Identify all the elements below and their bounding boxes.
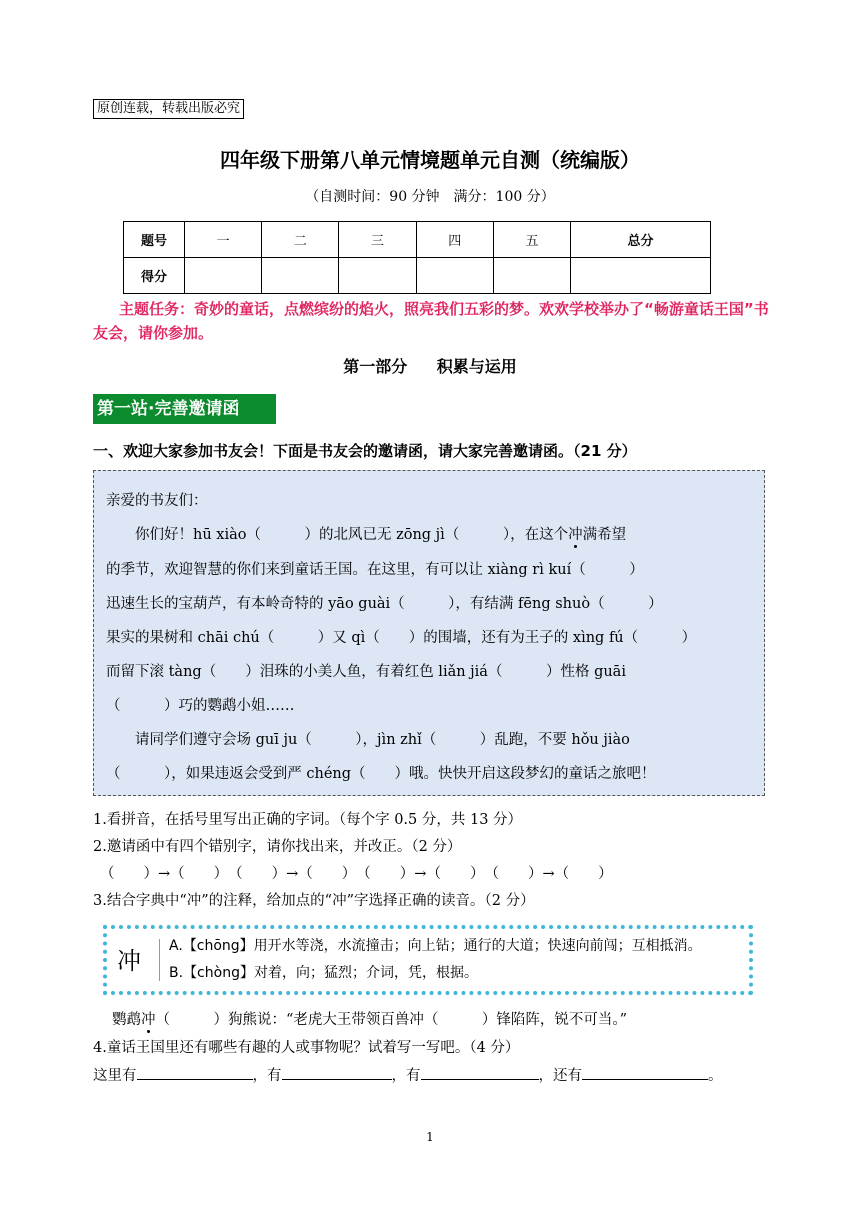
score-cell[interactable] bbox=[416, 258, 493, 294]
dotted-char: 冲 bbox=[141, 1012, 156, 1028]
station-banner: 第一站·完善邀请函 bbox=[93, 394, 276, 424]
score-cell[interactable] bbox=[262, 258, 339, 294]
answer-text: 。 bbox=[708, 1068, 723, 1084]
exam-time-info: （自测时间：90 分钟 满分：100 分） bbox=[305, 189, 555, 205]
letter-line: 而留下滚 tàng（ ）泪珠的小美人鱼，有着红色 liǎn jiá（ ）性格 guāi bbox=[106, 664, 626, 680]
page-title: 四年级下册第八单元情境题单元自测（统编版） bbox=[220, 148, 640, 172]
answer-blanks[interactable]: （ ）→（ ） （ ）→（ ） （ ）→（ ） （ ）→（ ） bbox=[100, 866, 613, 882]
header-cell: 四 bbox=[416, 222, 493, 258]
score-table-header-row bbox=[124, 222, 711, 258]
dictionary-meaning-b: B.【chòng】对着，向；猛烈；介词，凭，根据。 bbox=[169, 965, 478, 981]
header-cell: 三 bbox=[339, 222, 416, 258]
theme-task: 主题任务：奇妙的童话，点燃缤纷的焰火，照亮我们五彩的梦。欢欢学校举办了“畅游童话王国”书友会，请你参加。 bbox=[93, 300, 769, 342]
part-title: 第一部分 积累与运用 bbox=[343, 357, 517, 376]
score-cell[interactable] bbox=[339, 258, 416, 294]
divider bbox=[159, 939, 160, 981]
question-1-title: 一、欢迎大家参加书友会！下面是书友会的邀请函，请大家完善邀请函。（21 分） bbox=[93, 442, 637, 460]
header-cell: 二 bbox=[262, 222, 339, 258]
dictionary-meaning-a: A.【chōng】用开水等浇，水流撞击；向上钻；通行的大道；快速向前闯；互相抵消。 bbox=[169, 938, 702, 954]
question-1-3-sentence bbox=[112, 1008, 627, 1029]
header-cell: 题号 bbox=[124, 222, 185, 258]
sentence-text: 鹦鹉 bbox=[112, 1012, 141, 1028]
question-1-4: 4.童话王国里还有哪些有趣的人或事物呢？试着写一写吧。（4 分） bbox=[93, 1040, 520, 1056]
letter-line: （ ），如果违返会受到严 chéng（ ）哦。快快开启这段梦幻的童话之旅吧！ bbox=[106, 766, 656, 782]
letter-line bbox=[135, 523, 626, 544]
question-1-4-answer bbox=[93, 1064, 723, 1085]
score-cell[interactable] bbox=[185, 258, 262, 294]
dotted-char: 冲 bbox=[568, 527, 583, 543]
score-cell[interactable] bbox=[493, 258, 570, 294]
letter-line: 迅速生长的宝葫芦，有本岭奇特的 yāo guài（ ），有结满 fēng shuò（ ） bbox=[106, 596, 663, 612]
invitation-letter bbox=[93, 470, 765, 796]
letter-text: 你们好！hū xiào（ ）的北风已无 zōng jì（ ），在这个 bbox=[135, 527, 569, 543]
score-table bbox=[123, 221, 711, 294]
row-label: 得分 bbox=[124, 258, 185, 294]
answer-text: ，有 bbox=[391, 1068, 421, 1084]
letter-line: （ ）巧的鹦鹉小姐…… bbox=[106, 698, 295, 714]
score-table-score-row bbox=[124, 258, 711, 294]
header-cell: 五 bbox=[493, 222, 570, 258]
page-number: 1 bbox=[426, 1130, 434, 1144]
answer-underline[interactable] bbox=[137, 1065, 253, 1080]
letter-line: 的季节，欢迎智慧的你们来到童话王国。在这里，有可以让 xiàng rì kuí（ ） bbox=[106, 562, 644, 578]
answer-text: ，还有 bbox=[538, 1068, 582, 1084]
letter-line: 请同学们遵守会场 guī ju（ ），jìn zhǐ（ ）乱跑，不要 hǒu jiào bbox=[135, 732, 630, 748]
sentence-text: （ ）狗熊说：“老虎大王带领百兽冲（ ）锋陷阵，锐不可当。” bbox=[155, 1012, 628, 1028]
score-cell[interactable] bbox=[571, 258, 711, 294]
question-1-3: 3.结合字典中“冲”的注释，给加点的“冲”字选择正确的读音。（2 分） bbox=[93, 893, 535, 909]
question-1-2: 2.邀请函中有四个错别字，请你找出来，并改正。（2 分） bbox=[93, 839, 462, 855]
answer-underline[interactable] bbox=[282, 1065, 392, 1080]
answer-underline[interactable] bbox=[582, 1065, 708, 1080]
answer-underline[interactable] bbox=[421, 1065, 539, 1080]
letter-line: 果实的果树和 chāi chú（ ）又 qì（ ）的围墙，还有为王子的 xìng fú（ ） bbox=[106, 630, 697, 646]
header-cell: 一 bbox=[185, 222, 262, 258]
answer-text: ，有 bbox=[252, 1068, 282, 1084]
answer-text: 这里有 bbox=[93, 1068, 137, 1084]
letter-text: 满希望 bbox=[582, 527, 627, 543]
dictionary-char: 冲 bbox=[117, 947, 141, 975]
copyright-stamp: 原创连载，转载出版必究 bbox=[93, 99, 244, 119]
dictionary-entry-box bbox=[103, 925, 753, 995]
question-1-1: 1.看拼音，在括号里写出正确的字词。（每个字 0.5 分，共 13 分） bbox=[93, 812, 523, 828]
letter-greeting: 亲爱的书友们： bbox=[106, 493, 208, 509]
header-cell: 总分 bbox=[571, 222, 711, 258]
